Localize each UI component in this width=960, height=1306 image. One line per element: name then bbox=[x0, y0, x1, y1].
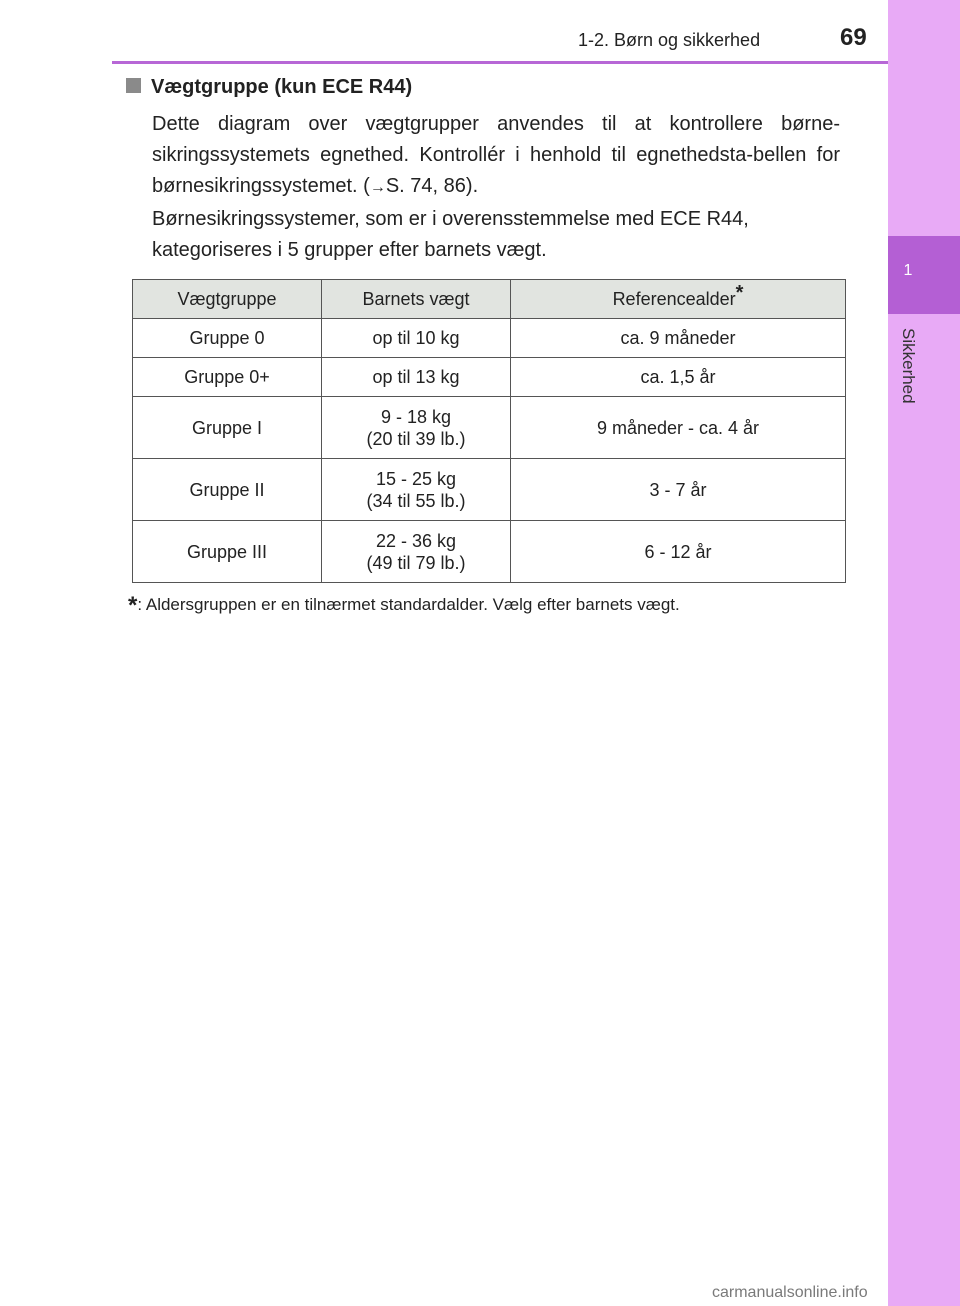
table-row bbox=[133, 397, 846, 459]
cell-weight: op til 10 kg bbox=[322, 319, 511, 358]
section-heading bbox=[126, 76, 412, 99]
cell-age: 3 - 7 år bbox=[511, 459, 846, 521]
arrow-right-icon: → bbox=[369, 179, 386, 196]
table-row bbox=[133, 319, 846, 358]
intro-paragraph bbox=[152, 109, 840, 203]
page-reference-link[interactable]: S. 74, 86). bbox=[385, 175, 479, 197]
header-child-weight: Barnets vægt bbox=[322, 280, 511, 319]
table-header-row bbox=[133, 280, 846, 319]
table-row bbox=[133, 521, 846, 583]
header-reference-age bbox=[511, 280, 846, 319]
footnote-star-marker: * bbox=[735, 281, 744, 304]
header-reference-age-text: Referencealder bbox=[612, 288, 736, 309]
cell-weight-lb: (34 til 55 lb.) bbox=[366, 490, 466, 511]
footnote-star: * bbox=[128, 592, 138, 619]
cell-group: Gruppe 0+ bbox=[133, 358, 322, 397]
cell-group: Gruppe 0 bbox=[133, 319, 322, 358]
cell-weight bbox=[322, 521, 511, 583]
page-number: 69 bbox=[840, 24, 867, 51]
cell-weight-kg: 9 - 18 kg bbox=[380, 406, 452, 427]
cell-age: 9 måneder - ca. 4 år bbox=[511, 397, 846, 459]
cell-age: 6 - 12 år bbox=[511, 521, 846, 583]
cell-age: ca. 1,5 år bbox=[511, 358, 846, 397]
header-section-title: 1-2. Børn og sikkerhed bbox=[578, 30, 761, 50]
cell-weight: op til 13 kg bbox=[322, 358, 511, 397]
weight-group-table bbox=[132, 279, 846, 583]
groups-paragraph: Børnesikringssystemer, som er i overensstemmelse med ECE R44, kategoriseres i 5 grupper efter barnets vægt. bbox=[152, 208, 749, 261]
cell-group: Gruppe II bbox=[133, 459, 322, 521]
footnote-text: : Aldersgruppen er en tilnærmet standardalder. Vælg efter barnets vægt. bbox=[137, 595, 680, 614]
header-weight-group: Vægtgruppe bbox=[133, 280, 322, 319]
cell-weight bbox=[322, 397, 511, 459]
cell-group: Gruppe III bbox=[133, 521, 322, 583]
watermark-text: carmanualsonline.info bbox=[712, 1284, 868, 1301]
chapter-tab-number: 1 bbox=[903, 262, 913, 279]
cell-weight-lb: (49 til 79 lb.) bbox=[366, 552, 466, 573]
chapter-tab-label: Sikkerhed bbox=[899, 328, 918, 404]
cell-weight-kg: 22 - 36 kg bbox=[375, 530, 457, 551]
cell-weight-kg: 15 - 25 kg bbox=[375, 468, 457, 489]
chapter-sidebar bbox=[888, 0, 960, 1306]
intro-paragraph-text: Dette diagram over vægtgrupper anvendes til at kontrollere børne-sikringssystemets egnethed. Kontrollér i henhold til egnethedsta-bellen for børnesikringssystemet. ( bbox=[152, 113, 840, 197]
section-heading-text: Vægtgruppe (kun ECE R44) bbox=[151, 76, 413, 98]
header-divider bbox=[112, 61, 888, 64]
table-row bbox=[133, 358, 846, 397]
table-footnote bbox=[128, 592, 680, 620]
cell-age: ca. 9 måneder bbox=[511, 319, 846, 358]
cell-weight bbox=[322, 459, 511, 521]
table-row bbox=[133, 459, 846, 521]
cell-group: Gruppe I bbox=[133, 397, 322, 459]
square-bullet-icon bbox=[126, 78, 141, 93]
cell-weight-lb: (20 til 39 lb.) bbox=[366, 428, 466, 449]
